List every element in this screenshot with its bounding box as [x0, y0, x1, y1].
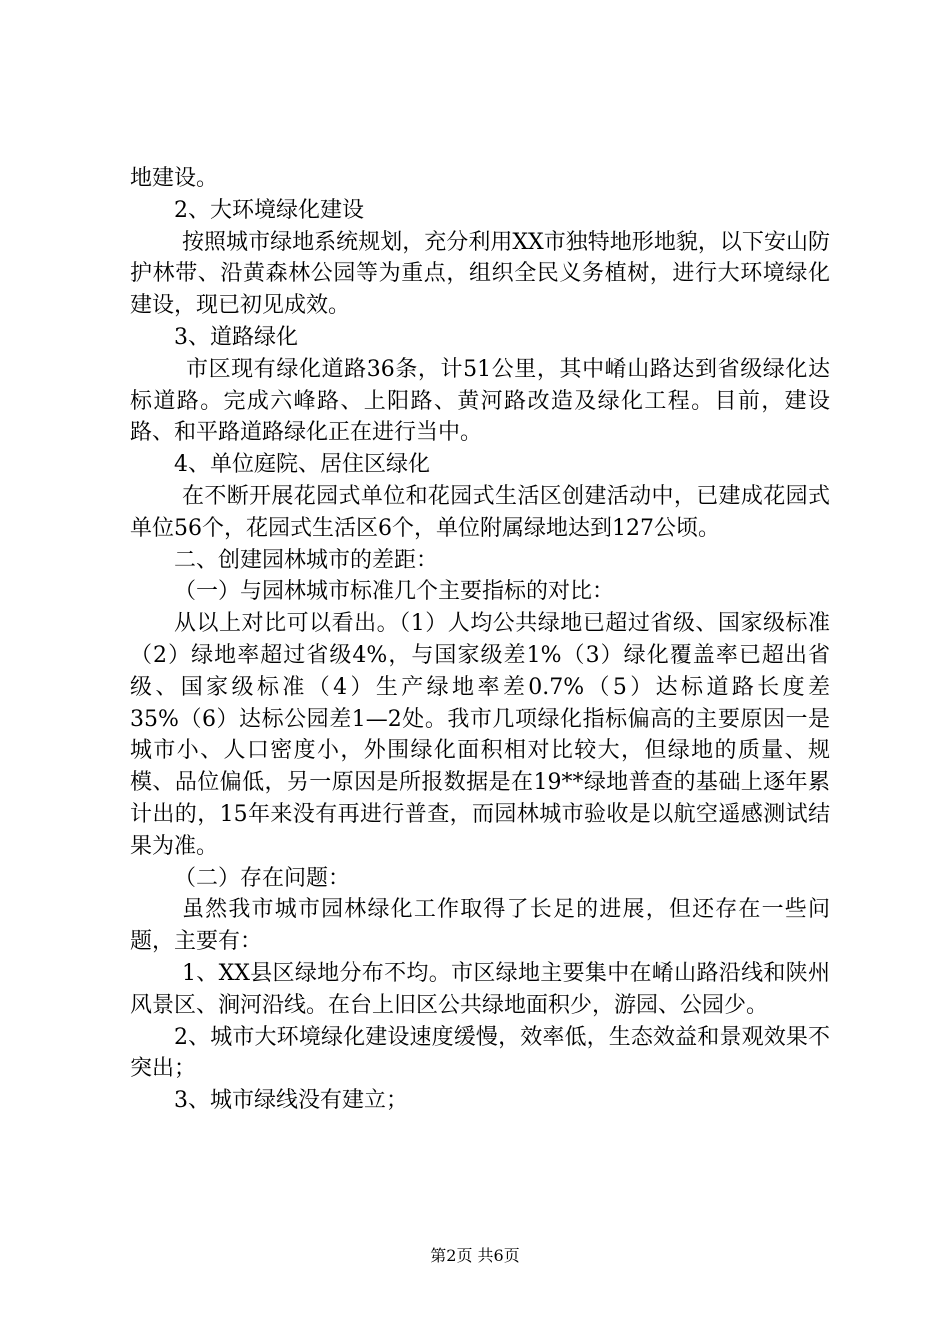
page-footer: 第2页 共6页 — [430, 1246, 520, 1265]
paragraph-problem-1: 1、XX县区绿地分布不均。市区绿地主要集中在崤山路沿线和陕州风景区、涧河沿线。在台上旧区公共绿地面积少，游园、公园少。 — [130, 960, 830, 1018]
heading-courtyard-greening: 4、单位庭院、居住区绿化 — [174, 452, 430, 478]
paragraph-continuation: 地建设。 — [130, 166, 219, 191]
paragraph-courtyard-greening: 在不断开展花园式单位和花园式生活区创建活动中，已建成花园式单位56个，花园式生活区6个，单位附属绿地达到127公顷。 — [130, 483, 830, 541]
heading-environment-greening: 2、大环境绿化建设 — [174, 197, 364, 223]
paragraph-comparison: 从以上对比可以看出。（1）人均公共绿地已超过省级、国家级标准（2）绿地率超过省级4%，与国家级差1%（3）绿化覆盖率已超出省级、国家级标准（4）生产绿地率差0.7%（5）达标道路长度差35%（6）达标公园差1—2处。我市几项绿化指标偏高的主要原因一是城市小、人口密度小，外围绿化面积相对比较大，但绿地的质量、规模、品位偏低，另一原因是所报数据是在19**绿地普查的基础上逐年累计出的，15年来没有再进行普查，而园林城市验收是以航空遥感测试结果为准。 — [130, 611, 830, 859]
paragraph-problem-2: 2、城市大环境绿化建设速度缓慢，效率低，生态效益和景观效果不突出； — [130, 1024, 830, 1082]
paragraph-environment-greening: 按照城市绿地系统规划，充分利用XX市独特地形地貌，以下安山防护林带、沿黄森林公园等为重点，组织全民义务植树，进行大环境绿化建设，现已初见成效。 — [130, 229, 830, 319]
heading-gap: 二、创建园林城市的差距： — [174, 547, 439, 573]
heading-road-greening: 3、道路绿化 — [174, 324, 298, 350]
paragraph-road-greening: 市区现有绿化道路36条，计51公里，其中崤山路达到省级绿化达标道路。完成六峰路、上阳路、黄河路改造及绿化工程。目前，建设路、和平路道路绿化正在进行当中。 — [130, 356, 830, 446]
subheading-comparison: （一）与园林城市标准几个主要指标的对比： — [174, 579, 615, 605]
paragraph-problem-3: 3、城市绿线没有建立； — [174, 1088, 408, 1114]
paragraph-problems-intro: 虽然我市城市园林绿化工作取得了长足的进展，但还存在一些问题，主要有： — [130, 897, 830, 955]
subheading-problems: （二）存在问题： — [174, 865, 351, 891]
document-body — [130, 163, 830, 1117]
